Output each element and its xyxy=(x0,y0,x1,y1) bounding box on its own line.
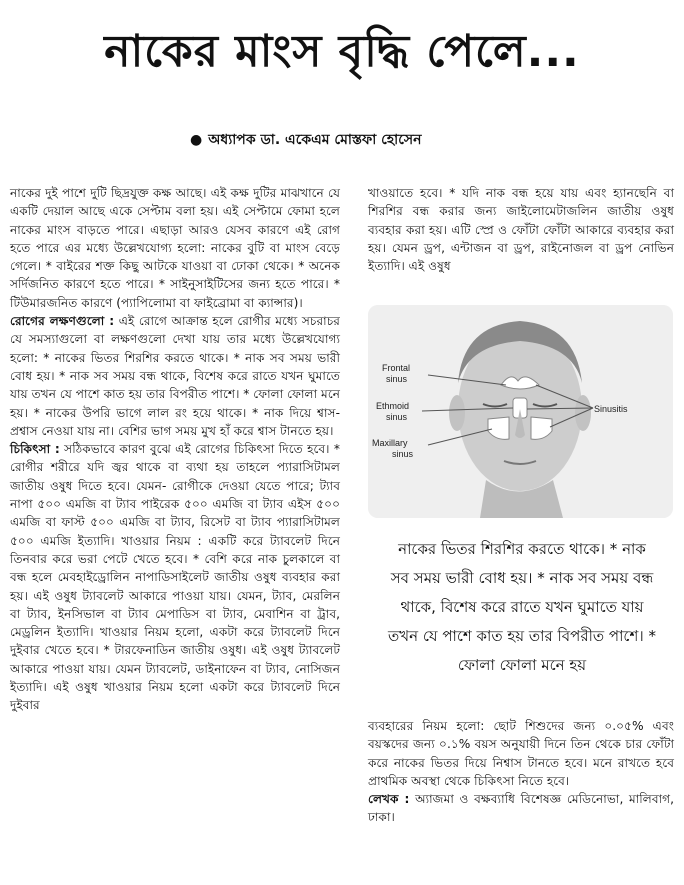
treatment-paragraph xyxy=(10,440,340,714)
byline xyxy=(190,128,421,152)
symptoms-heading: রোগের লক্ষণগুলো : xyxy=(10,314,115,329)
sinusitis-label: Sinusitis xyxy=(594,404,628,414)
sinus-figure xyxy=(368,305,673,518)
author-name: অধ্যাপক ডা. একেএম মোস্তফা হোসেন xyxy=(208,132,422,148)
ethmoid-label-1: Ethmoid xyxy=(376,401,410,411)
treatment-body: সঠিকভাবে কারণ বুঝে এই রোগের চিকিৎসা দিতে হবে। * রোগীর শরীরে যদি জ্বর থাকে বা ব্যথা হয় তাহলে প্যারাসিটামল জাতীয় ওষুধ দিতে হবে। যেমন- রোগীকে দেওয়া যেতে পারে; ট্যাব নাপা ৫০০ এমজি বা ট্যাব পাইরেক ৫০০ এমজি বা ট্যাব এইস ৫০০ এমজি বা ফাস্ট ৫০০ এমজি বা ট্যাব, রিসেট বা ট্যাব প্যারাসিটামল ৫০০ এমজি ইত্যাদি। খাওয়ার নিয়ম : একটি করে ট্যাবলেট দিনে তিনবার করে ভরা পেটে খেতে হবে। * বেশি করে নাক চুলকালে বা বন্ধ হলে মেবহাইড্রোলিন নাপাডিসাইলেট জাতীয় ওষুধ ব্যবহার করা হয়। এই ওষুধ ট্যাবলেট আকারে পাওয়া যায়। যেমন, ট্যাব, মেরলিন বা ট্যাব, ইনসিভাল বা ট্যাব মেপাডিস বা ট্যাব, মেবাশিন বা ট্রাব, মেড্রলিন ইত্যাদি। খাওয়ার নিয়ম হলো, একটা করে ট্যাবলেট দিনে দুইবার খেতে হবে। * টারফেনাডিন জাতীয় ওষুধ। এই ওষুধ ট্যাবলেট আকারে পাওয়া যায়। যেমন ট্যাবলেট, ডাইনাফেন বা ট্যাব, নোসিজন ইত্যাদি। এই ওষুধ খাওয়ার নিয়ম হলো একটা করে ট্যাবলেট দিনে দুইবার xyxy=(10,442,341,713)
left-column xyxy=(10,184,340,715)
right-column-bottom xyxy=(368,717,674,827)
maxillary-label-2: sinus xyxy=(392,449,414,459)
right-bottom-paragraph: ব্যবহারের নিয়ম হলো: ছোট শিশুদের জন্য ০.০৫% এবং বয়স্কদের জন্য ০.১% বয়স অনুযায়ী দিনে তিন থেকে চার ফোঁটা করে নাকের ভিতর দিয়ে নিশ্বাস টানতে হবে। মনে রাখতে হবে প্রাথমিক অবস্থা থেকে চিকিৎসা নিতে হবে। xyxy=(368,719,674,788)
maxillary-label-1: Maxillary xyxy=(372,438,408,448)
right-top-paragraph: খাওয়াতে হবে। * যদি নাক বন্ধ হয়ে যায় এবং হ্যানছেনি বা শিরশির বন্ধ করার জন্য জাইলোমেটাজলিন জাতীয় ওষুধ ব্যবহার করা হয়। এটি স্প্রে ও ফোঁটা ফোঁটা আকারে ব্যবহার করা হয়। যেমন ড্রপ, এন্টাজন বা ড্রপ, রাইনোজল বা ড্রপ নোভিন ইত্যাদি। এই ওষুধ xyxy=(368,186,674,274)
pull-quote: নাকের ভিতর শিরশির করতে থাকে। * নাক সব সময় ভারী বোধ হয়। * নাক সব সময় বন্ধ থাকে, বিশেষ করে রাতে যখন ঘুমাতে যায় তখন যে পাশে কাত হয় তার বিপরীত পাশে। * ফোলা ফোলা মনে হয় xyxy=(388,540,656,674)
right-ear xyxy=(575,395,591,431)
symptoms-body: এই রোগে আক্রান্ত হলে রোগীর মধ্যে সচরাচর যে সমস্যাগুলো বা লক্ষণগুলো দেখা যায় তার মধ্যে উল্লেখযোগ্য হলো: * নাকের ভিতর শিরশির করতে থাকে। * নাক সব সময় ভারী বোধ হয়। * নাক সব সময় বন্ধ থাকে, বিশেষ করে রাতে যখন ঘুমাতে যায় তখন যে পাশে কাত হয় তার বিপরীত পাশে। * ফোলা ফোলা মনে হয়। * নাকের উপরি ভাগে লাল রং হয়ে থাকে। * নাক দিয়ে শ্বাস-প্রশ্বাস নেওয়া যায় না। বেশির ভাগ সময় মুখ হাঁ করে শ্বাস টানতে হয়। xyxy=(10,314,340,438)
treatment-heading: চিকিৎসা : xyxy=(10,442,60,457)
author-note xyxy=(368,790,674,827)
byline-bullet: ● xyxy=(190,132,203,148)
sinus-illustration xyxy=(368,305,673,518)
ethmoid-label-2: sinus xyxy=(386,412,408,422)
frontal-label-1: Frontal xyxy=(382,363,411,373)
right-column-top xyxy=(368,184,674,275)
author-note-label: লেখক : xyxy=(368,792,410,807)
frontal-label-2: sinus xyxy=(386,374,408,384)
left-ear xyxy=(449,395,465,431)
article-title: নাকের মাংস বৃদ্ধি পেলে... xyxy=(104,26,580,77)
symptoms-paragraph xyxy=(10,312,340,440)
intro-paragraph: নাকের দুই পাশে দুটি ছিদ্রযুক্ত কক্ষ আছে। এই কক্ষ দুটির মাঝখানে যে একটি দেয়াল আছে একে সেপ্টাম বলা হয়। এই সেপ্টামে ফোমা হলে নাকের মাংস বাড়তে পারে। এছাড়া আরও যেসব কারণে এই রোগ হতে পারে এর মধ্যে উল্লেখযোগ্য হলো: নাকের বুটি বা মাংস বেড়ে গেলে। * বাইরের শক্ত কিছু আটকে যাওয়া বা ঢোকা থেকে। * অনেক সর্দিজনিত কারণে হতে পারে। * সাইনুসাইটিসের জন্য হতে পারে। * টিউমারজনিত কারণে (প্যাপিলোমা বা ফাইব্রোমা বা ক্যান্সার)। xyxy=(10,186,340,310)
author-note-text: অ্যাজমা ও বক্ষব্যাধি বিশেষজ্ঞ মেডিনোভা, মালিবাগ, ঢাকা। xyxy=(368,792,674,825)
